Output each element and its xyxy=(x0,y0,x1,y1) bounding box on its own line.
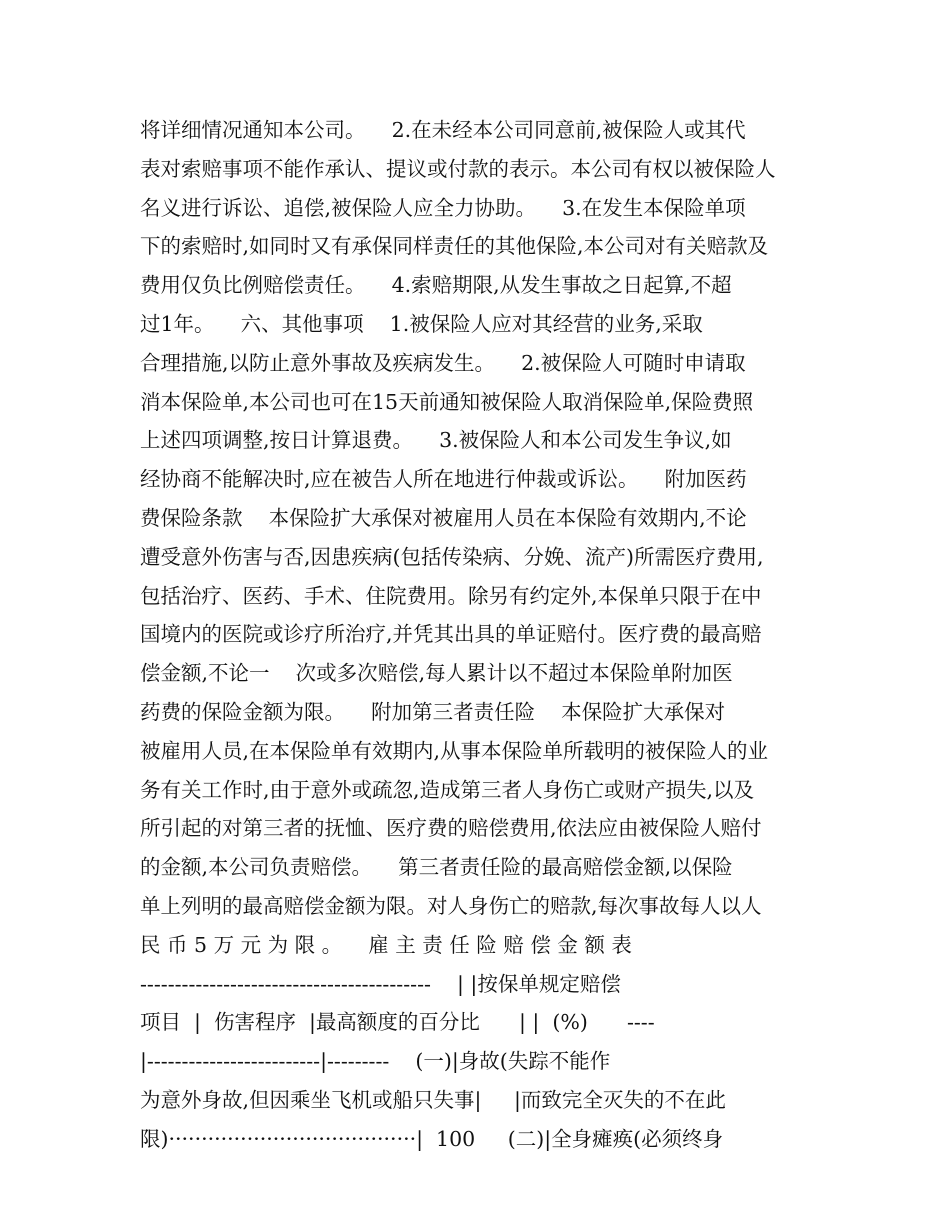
text-line: 遭受意外伤害与否,因患疾病(包括传染病、分娩、流产)所需医疗费用, xyxy=(140,544,764,569)
text-line: 表对索赔事项不能作承认、提议或付款的表示。本公司有权以被保险人 xyxy=(140,156,776,181)
text-line: 单上列明的最高赔偿金额为限。对人身伤亡的赔款,每次事故每人以人 xyxy=(140,893,762,918)
text-line: 国境内的医院或诊疗所治疗,并凭其出具的单证赔付。医疗费的最高赔 xyxy=(140,622,762,647)
text-line: 包括治疗、医药、手术、住院费用。除另有约定外,本保单只限于在中 xyxy=(140,583,762,608)
table-line: ------------------------------------------ | |按保单规定赔偿 xyxy=(140,971,621,996)
text-line: 被雇用人员,在本保险单有效期内,从事本保险单所载明的被保险人的业 xyxy=(140,738,769,763)
text-line: 经协商不能解决时,应在被告人所在地进行仲裁或诉讼。 附加医药 xyxy=(140,467,747,492)
text-line: 将详细情况通知本公司。 2.在未经本公司同意前,被保险人或其代 xyxy=(140,118,746,142)
text-line: 名义进行诉讼、追偿,被保险人应全力协助。 3.在发生本保险单项 xyxy=(140,195,746,220)
text-line: 务有关工作时,由于意外或疏忽,造成第三者人身伤亡或财产损失,以及 xyxy=(140,777,755,802)
table-line: |-------------------------|--------- (一)|身故(失踪不能作 xyxy=(140,1049,611,1074)
text-line: 过1年。 六、其他事项 1.被保险人应对其经营的业务,采取 xyxy=(140,311,703,336)
text-line: 药费的保险金额为限。 附加第三者责任险 本保险扩大承保对 xyxy=(140,699,726,724)
text-line: 下的索赔时,如同时又有承保同样责任的其他保险,本公司对有关赔款及 xyxy=(140,234,769,259)
text-line: 费保险条款 本保险扩大承保对被雇用人员在本保险有效期内,不论 xyxy=(140,505,747,530)
body-text xyxy=(140,111,812,1159)
table-line: 为意外身故,但因乘坐飞机或船只失事| |而致完全灭失的不在此 xyxy=(140,1087,726,1112)
text-line: 费用仅负比例赔偿责任。 4.索赔期限,从发生事故之日起算,不超 xyxy=(140,273,732,298)
text-line: 消本保险单,本公司也可在15天前通知被保险人取消保险单,保险费照 xyxy=(140,389,754,414)
text-line: 合理措施,以防止意外事故及疾病发生。 2.被保险人可随时申请取 xyxy=(140,350,746,375)
text-line: 上述四项调整,按日计算退费。 3.被保险人和本公司发生争议,如 xyxy=(140,428,732,453)
table-line: 限)······································| 100 (二)|全身瘫痪(必须终身 xyxy=(140,1126,724,1151)
text-line: 所引起的对第三者的抚恤、医疗费的赔偿费用,依法应由被保险人赔付 xyxy=(140,816,762,841)
table-line: 项目 | 伤害程序 |最高额度的百分比 | | (%) ---- xyxy=(140,1010,655,1035)
text-line: 偿金额,不论一 次或多次赔偿,每人累计以不超过本保险单附加医 xyxy=(140,661,733,686)
table-title-line: 民 币 5 万 元 为 限 。 雇 主 责 任 险 赔 偿 金 额 表 xyxy=(140,932,632,957)
text-line: 的金额,本公司负责赔偿。 第三者责任险的最高赔偿金额,以保险 xyxy=(140,855,733,880)
